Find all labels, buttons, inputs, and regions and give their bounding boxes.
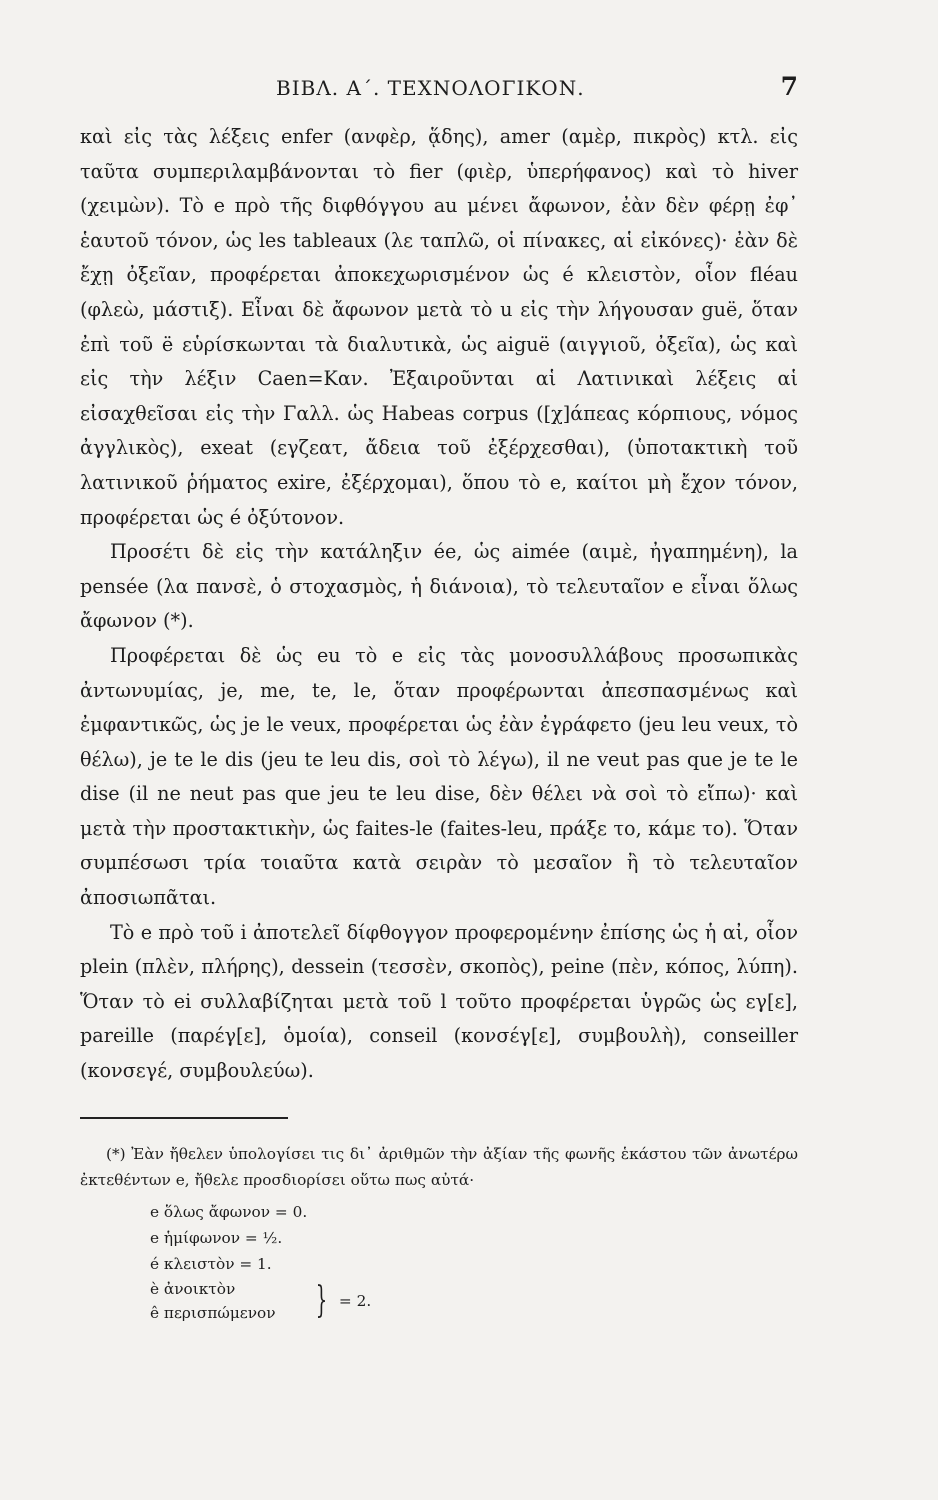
footnote-group-value: = 2. <box>338 1291 372 1310</box>
footnote-values-list <box>150 1199 798 1325</box>
footnote <box>80 1141 798 1325</box>
footnote-bracket-group <box>150 1277 798 1325</box>
paragraph: Προσέτι δὲ εἰς τὴν κατάληξιν ée, ὡς aimée (αιμὲ, ἠγαπημένη), la pensée (λα πανσὲ, ὁ στοχασμὸς, ἡ διάνοια), τὸ τελευταῖον e εἶναι ὅλως ἄφωνον (*). <box>80 540 798 633</box>
paragraph: καὶ εἰς τὰς λέξεις enfer (ανφὲρ, ᾅδης), amer (αμὲρ, πικρὸς) κτλ. εἰς ταῦτα συμπεριλαμβάνονται τὸ fier (φιὲρ, ὑπερήφανος) καὶ τὸ hiver (χειμὼν). Τὸ e πρὸ τῆς διφθόγγου au μένει ἄφωνον, ἐὰν δὲν φέρῃ ἐφ᾽ ἑαυτοῦ τόνον, ὡς les tableaux (λε ταπλῶ, οἱ πίνακες, αἱ εἰκόνες)· ἐὰν δὲ ἔχῃ ὀξεῖαν, προφέρεται ἀποκεχωρισμένον ὡς é κλειστὸν, οἷον fléau (φλεὼ, μάστιξ). Εἶναι δὲ ἄφωνον μετὰ τὸ u εἰς τὴν λήγουσαν guë, ὅταν ἐπὶ τοῦ ë εὑρίσκωνται τὰ διαλυτικὰ, ὡς aiguë (αιγγιοῦ, ὀξεῖα), ὡς καὶ εἰς τὴν λέξιν Caen=Καν. Ἐξαιροῦνται αἱ Λατινικαὶ λέξεις αἱ εἰσαχθεῖσαι εἰς τὴν Γαλλ. ὡς Habeas corpus ([χ]άπεας κόρπιους, νόμος ἀγγλικὸς), exeat (εγζεατ, ἄδεια τοῦ ἐξέρχεσθαι), (ὑποτακτικὴ τοῦ λατινικοῦ ῥήματος exire, ἐξέρχομαι), ὅπου τὸ e, καίτοι μὴ ἔχον τόνον, προφέρεται ὡς é ὀξύτονον. <box>80 125 798 529</box>
book-page <box>80 72 798 1325</box>
footnote-value-row: ê περισπώμενον <box>150 1303 276 1322</box>
running-title: ΒΙΒΛ. Α΄. ΤΕΧΝΟΛΟΓΙΚΟΝ. <box>276 76 585 100</box>
running-head <box>80 72 798 112</box>
paragraph: Τὸ e πρὸ τοῦ i ἀποτελεῖ δίφθογγον προφερομένην ἐπίσης ὡς ἡ αἰ, οἷον plein (πλὲν, πλήρης), dessein (τεσσὲν, σκοπὸς), peine (πὲν, κόπος, λύπη). Ὅταν τὸ ei συλλαβίζηται μετὰ τοῦ l τοῦτο προφέρεται ὑγρῶς ὡς εγ[ε], pareille (παρέγ[ε], ὁμοία), conseil (κονσέγ[ε], συμβουλὴ), conseiller (κονσεγέ, συμβουλεύω). <box>80 920 798 1083</box>
page-number: 7 <box>780 72 798 101</box>
footnote-value-row: è ἀνοικτὸν <box>150 1279 236 1298</box>
body-text <box>80 120 798 1089</box>
footnote-text: (*) Ἐὰν ἤθελεν ὑπολογίσει τις δι᾽ ἀριθμῶν τὴν ἀξίαν τῆς φωνῆς ἑκάστου τῶν ἀνωτέρω ἐκτεθέντων e, ἤθελε προσδιορίσει οὕτω πως αὐτά· <box>80 1144 798 1189</box>
footnote-brace: } <box>315 1279 328 1321</box>
footnote-value-row: é κλειστὸν = 1. <box>150 1254 272 1273</box>
footnote-divider <box>80 1117 288 1119</box>
footnote-value-row: e ἡμίφωνον = ½. <box>150 1228 283 1247</box>
footnote-value-row: e ὅλως ἄφωνον = 0. <box>150 1202 308 1221</box>
paragraph: Προφέρεται δὲ ὡς eu τὸ e εἰς τὰς μονοσυλλάβους προσωπικὰς ἀντωνυμίας, je, me, te, le, ὅταν προφέρωνται ἀπεσπασμένως καὶ ἐμφαντικῶς, ὡς je le veux, προφέρεται ὡς ἐὰν ἐγράφετο (jeu leu veux, τὸ θέλω), je te le dis (jeu te leu dis, σοὶ τὸ λέγω), il ne veut pas que je te le dise (il ne neut pas que jeu te leu dise, δὲν θέλει νὰ σοὶ τὸ εἴπω)· καὶ μετὰ τὴν προστακτικὴν, ὡς faites-le (faites-leu, πράξε το, κάμε το). Ὅταν συμπέσωσι τρία τοιαῦτα κατὰ σειρὰν τὸ μεσαῖον ἢ τὸ τελευταῖον ἀποσιωπᾶται. <box>80 643 798 910</box>
footnote-bracket-rows <box>150 1277 310 1325</box>
